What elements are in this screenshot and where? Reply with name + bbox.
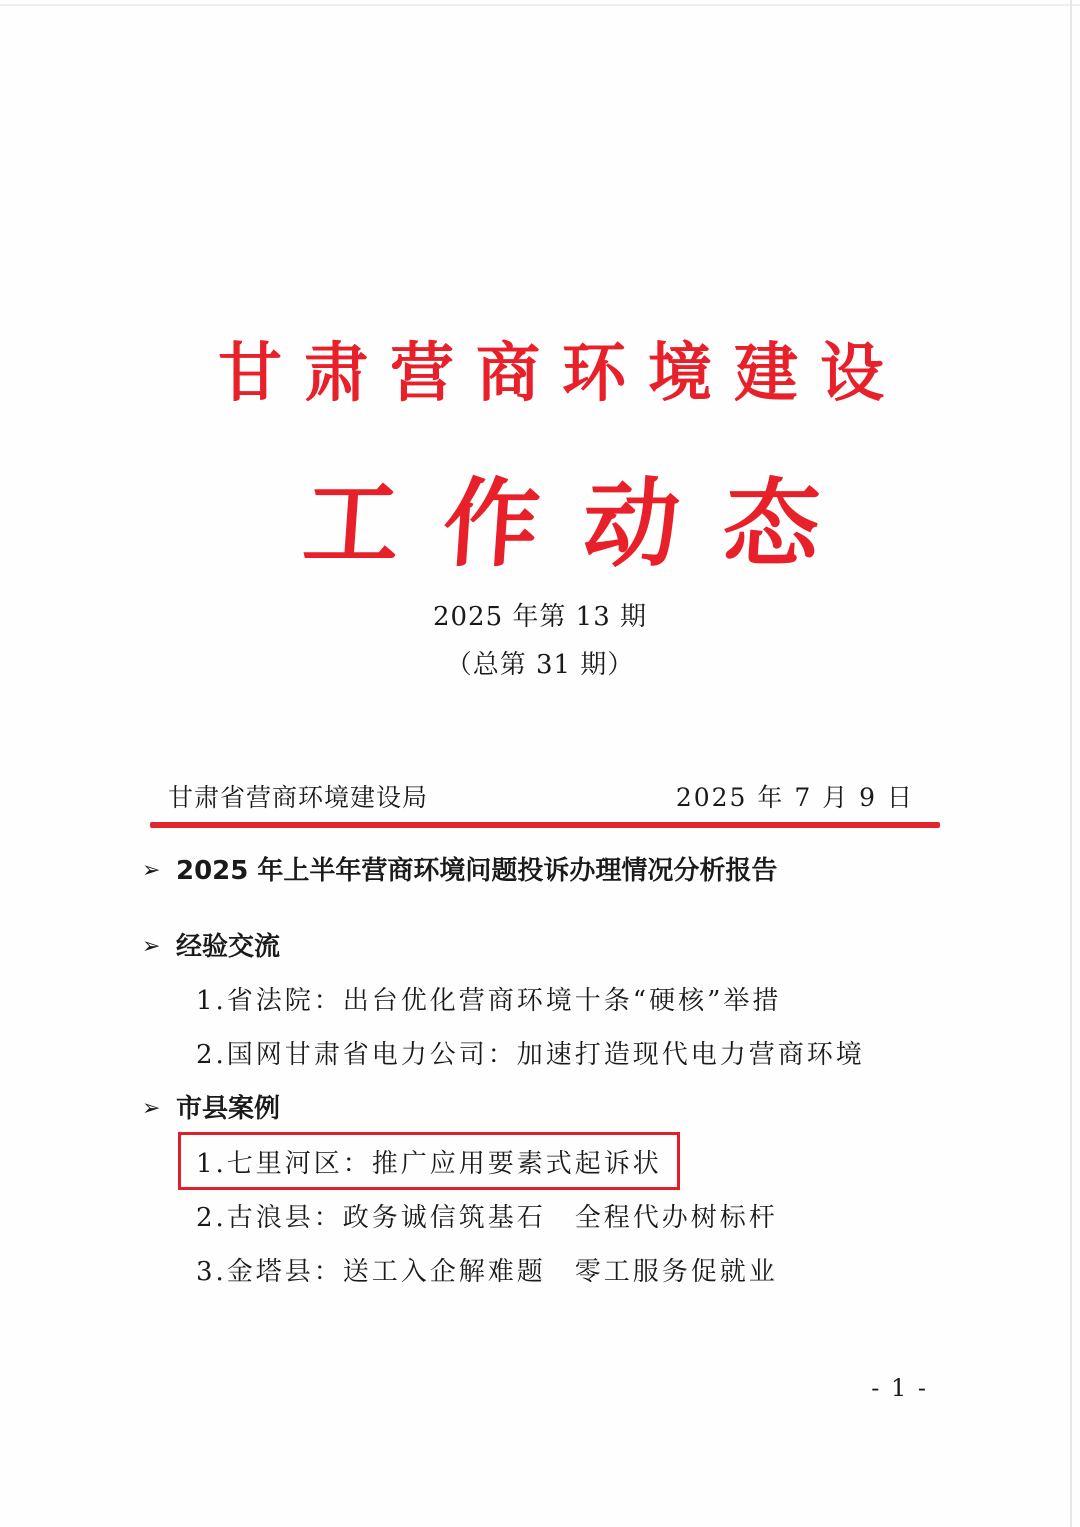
page-number: - 1 - xyxy=(871,1374,928,1402)
masthead-subtitle: 工作动态 xyxy=(299,468,868,580)
toc-section-experience-label: 经验交流 xyxy=(176,932,281,962)
scan-edge-right xyxy=(1070,0,1072,1527)
scan-edge-top xyxy=(0,4,1080,6)
toc-section-experience xyxy=(142,926,280,963)
toc-case-item: 2.古浪县：政务诚信筑基石 全程代办树标杆 xyxy=(196,1203,778,1233)
toc-section-report-label: 2025 年上半年营商环境问题投诉办理情况分析报告 xyxy=(176,856,778,886)
toc-experience-item: 1.省法院：出台优化营商环境十条“硬核”举措 xyxy=(196,986,782,1016)
toc-section-cases xyxy=(142,1088,280,1125)
toc-section-cases-label: 市县案例 xyxy=(176,1094,281,1124)
issue-number: 2025 年第 13 期 xyxy=(432,602,648,632)
issue-total: （总第 31 期） xyxy=(445,650,635,680)
publisher-name: 甘肃省营商环境建设局 xyxy=(168,783,429,812)
toc-case-item: 1.七里河区：推广应用要素式起诉状 xyxy=(196,1149,662,1179)
red-divider-rule xyxy=(150,822,940,828)
right-triangle-arrow-icon: ➢ xyxy=(142,858,161,883)
publication-date: 2025 年 7 月 9 日 xyxy=(675,783,914,812)
toc-experience-item: 2.国网甘肃省电力公司：加速打造现代电力营商环境 xyxy=(196,1040,865,1070)
toc-case-item: 3.金塔县：送工入企解难题 零工服务促就业 xyxy=(196,1257,778,1287)
right-triangle-arrow-icon: ➢ xyxy=(142,1096,161,1121)
right-triangle-arrow-icon: ➢ xyxy=(142,934,161,959)
masthead-title: 甘肃营商环境建设 xyxy=(218,336,906,411)
toc-section-report xyxy=(142,850,777,887)
